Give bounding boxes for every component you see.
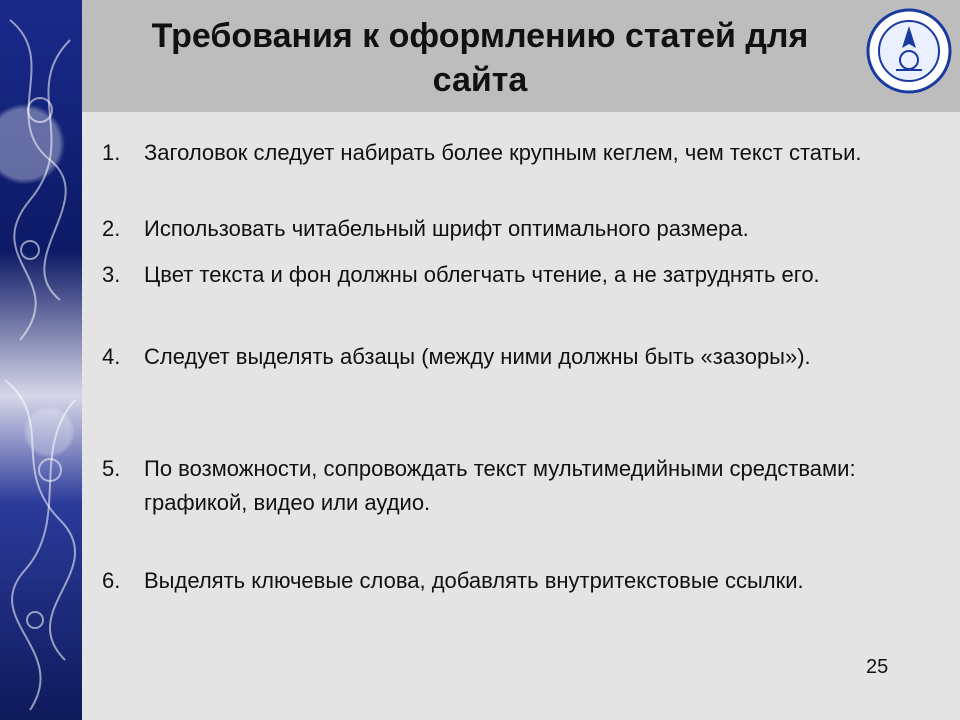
list-item-number: 5.	[102, 456, 121, 481]
list-item-text: По возможности, сопровождать текст мультимедийными средствами: графикой, видео или аудио.	[144, 456, 856, 515]
list-item-text: Цвет текста и фон должны облегчать чтение, а не затруднять его.	[144, 262, 820, 287]
list-item-number: 3.	[102, 262, 121, 287]
university-seal-icon	[866, 8, 952, 94]
list-item-text: Использовать читабельный шрифт оптимального размера.	[144, 216, 749, 241]
list-item-number: 1.	[102, 140, 121, 165]
slide-content-area	[82, 112, 960, 720]
list-item-number: 6.	[102, 568, 121, 593]
list-item-text: Следует выделять абзацы (между ними должны быть «зазоры»).	[144, 344, 811, 369]
list-item-number: 2.	[102, 216, 121, 241]
list-item-text: Выделять ключевые слова, добавлять внутритекстовые ссылки.	[144, 568, 804, 593]
slide-title: Требования к оформлению статей для сайта	[151, 17, 809, 99]
page-number: 25	[866, 656, 889, 678]
decorative-ornament-strip	[0, 0, 82, 720]
list-item-number: 4.	[102, 344, 121, 369]
ornament-swirls-icon	[0, 0, 82, 720]
list-item-text: Заголовок следует набирать более крупным кеглем, чем текст статьи.	[144, 140, 862, 165]
